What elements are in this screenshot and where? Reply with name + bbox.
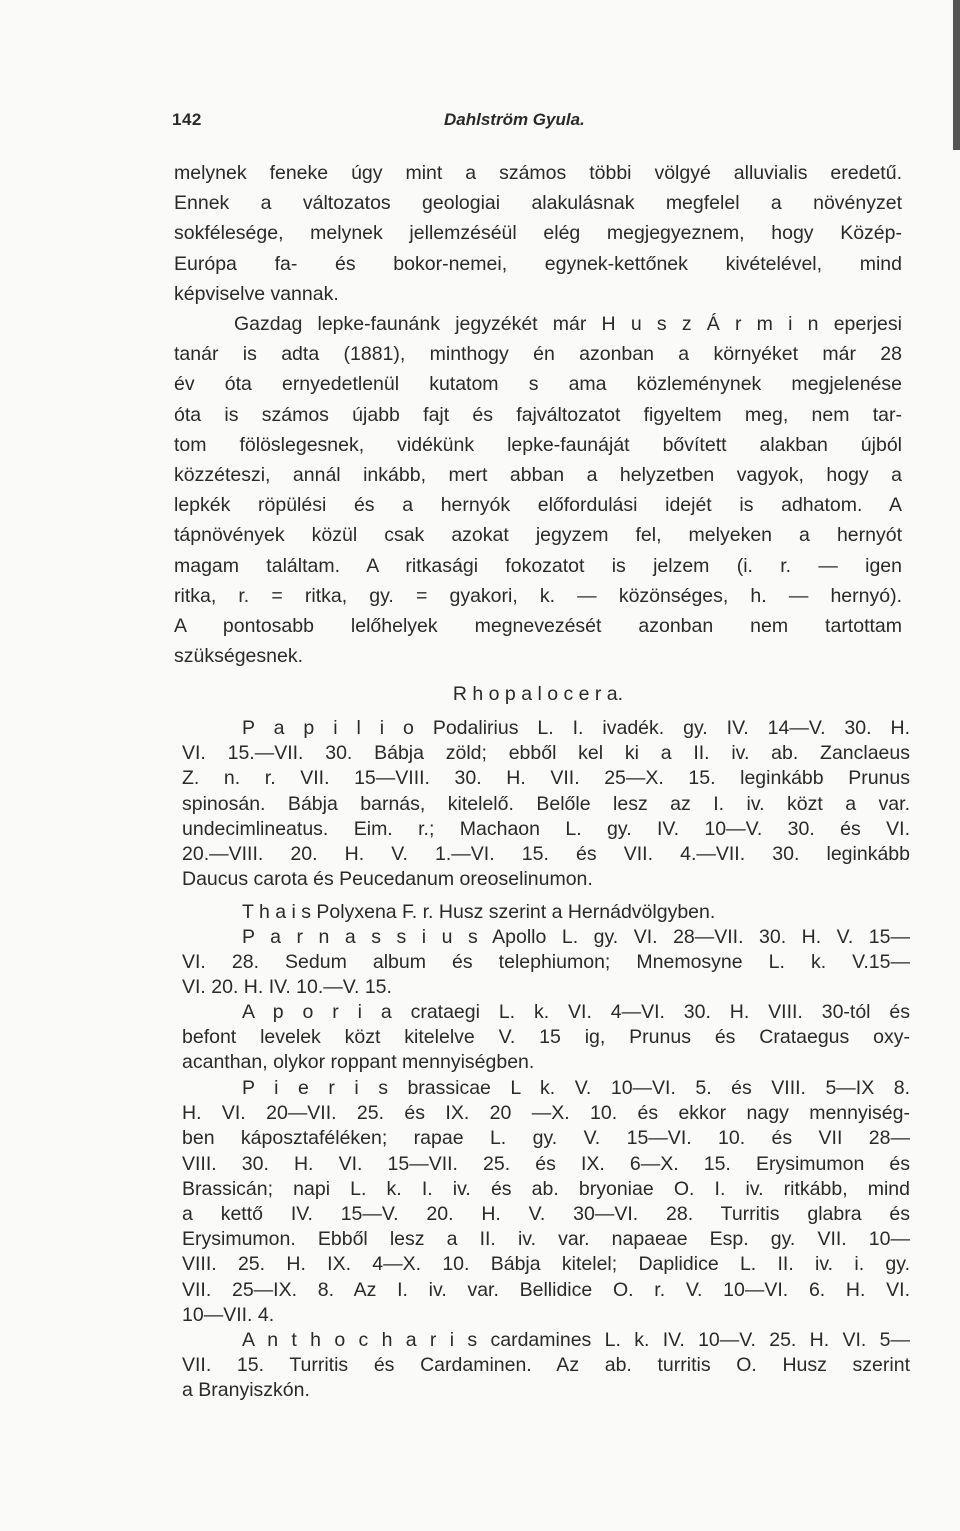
text-line: lepkék röpülési és a hernyók előfordulási idejét is adhatom. A xyxy=(174,494,902,517)
species-entry-aporia xyxy=(182,1000,910,1076)
text-line: VIII. 30. H. VI. 15—VII. 25. és IX. 6—X. 15. Erysimumon és xyxy=(182,1152,910,1175)
text-line: A pontosabb lelőhelyek megnevezését azonban nem tartottam xyxy=(174,614,902,637)
species-entry-papilio xyxy=(182,716,910,892)
text-line: Ennek a változatos geologiai alakulásnak megfelel a növényzet xyxy=(174,192,902,215)
text-line: T h a i s Polyxena F. r. Husz szerint a Hernádvölgyben. xyxy=(242,901,716,923)
text-line: sokfélesége, melynek jellemzéséül elég megjegyeznem, hogy Közép- xyxy=(174,222,902,245)
text-line: a Branyiszkón. xyxy=(182,1379,310,1402)
species-entry-pieris xyxy=(182,1076,910,1328)
section-title: R h o p a l o c e r a. xyxy=(452,683,624,705)
text-line: spinosán. Bábja barnás, kitelelő. Belőle lesz az I. iv. közt a var. xyxy=(182,792,910,815)
text-line: VII. 15. Turritis és Cardaminen. Az ab. turritis O. Husz szerint xyxy=(182,1354,910,1377)
page-number: 142 xyxy=(172,110,202,129)
text-line: képviselve vannak. xyxy=(174,282,339,305)
text-line: Z. n. r. VII. 15—VIII. 30. H. VII. 25—X. 15. leginkább Prunus xyxy=(182,767,910,790)
species-entry-thais xyxy=(182,900,910,925)
text-line: szükségesnek. xyxy=(174,645,303,668)
text-line: Gazdag lepke-faunánk jegyzékét már H u s z Á r m i n eperjesi xyxy=(234,313,902,335)
text-line: Daucus carota és Peucedanum oreoselinumon. xyxy=(182,868,593,891)
text-line: közzéteszi, annál inkább, mert abban a helyzetben vagyok, hogy a xyxy=(174,463,902,486)
text-line: undecimlineatus. Eim. r.; Machaon L. gy. IV. 10—V. 30. és VI. xyxy=(182,817,910,840)
text-line: 20.—VIII. 20. H. V. 1.—VI. 15. és VII. 4.—VII. 30. leginkább xyxy=(182,842,910,865)
text-line: Európa fa- és bokor-nemei, egynek-kettőnek kivételével, mind xyxy=(174,252,902,275)
text-line: VI. 20. H. IV. 10.—V. 15. xyxy=(182,976,392,999)
text-line: tápnövények közül csak azokat jegyzem fel, melyeken a hernyót xyxy=(174,524,902,547)
text-line: ben káposztaféléken; rapae L. gy. V. 15—VI. 10. és VII 28— xyxy=(182,1127,910,1150)
species-entry-anthocharis xyxy=(182,1328,910,1404)
fauna-paragraph xyxy=(174,309,902,671)
text-line: H. VI. 20—VII. 25. és IX. 20 —X. 10. és ekkor nagy mennyiség- xyxy=(182,1102,910,1125)
text-line: év óta ernyedetlenül kutatom s ama közleménynek megjelenése xyxy=(174,373,902,396)
species-entry-parnassius xyxy=(182,925,910,1001)
page-edge-shadow xyxy=(953,0,960,150)
text-line: Erysimumon. Ebből lesz a II. iv. var. napaeae Esp. gy. VII. 10— xyxy=(182,1228,910,1251)
text-line: ritka, r. = ritka, gy. = gyakori, k. — közönséges, h. — hernyó). xyxy=(174,584,902,607)
text-line: P a p i l i o Podalirius L. I. ivadék. gy. IV. 14—V. 30. H. xyxy=(242,717,910,739)
text-line: A p o r i a crataegi L. k. VI. 4—VI. 30. H. VIII. 30-tól és xyxy=(242,1001,910,1023)
text-line: melynek feneke úgy mint a számos többi völgyé alluvialis eredetű. xyxy=(174,162,902,184)
text-line: óta is számos újabb fajt és fajváltozatot figyeltem meg, nem tar- xyxy=(174,403,902,426)
page-header xyxy=(172,110,730,134)
text-line: tanár is adta (1881), minthogy én azonban a környéket már 28 xyxy=(174,343,902,366)
text-line: P i e r i s brassicae L k. V. 10—VI. 5. és VIII. 5—IX 8. xyxy=(242,1077,910,1099)
text-line: a kettő IV. 15—V. 20. H. V. 30—VI. 28. Turritis glabra és xyxy=(182,1202,910,1225)
text-line: VII. 25—IX. 8. Az I. iv. var. Bellidice O. r. V. 10—VI. 6. H. VI. xyxy=(182,1278,910,1301)
text-line: acanthan, olykor roppant mennyiségben. xyxy=(182,1051,535,1074)
text-line: magam találtam. A ritkasági fokozatot is jelzem (i. r. — igen xyxy=(174,554,902,577)
text-line: befont levelek közt kitelelve V. 15 ig, Prunus és Crataegus oxy- xyxy=(182,1026,910,1049)
text-line: VI. 15.—VII. 30. Bábja zöld; ebből kel ki a II. iv. ab. Zanclaeus xyxy=(182,742,910,765)
intro-paragraph xyxy=(174,158,902,309)
text-line: VIII. 25. H. IX. 4—X. 10. Bábja kitelel; Daplidice L. II. iv. i. gy. xyxy=(182,1253,910,1276)
text-line: A n t h o c h a r i s cardamines L. k. IV. 10—V. 25. H. VI. 5— xyxy=(242,1329,910,1351)
running-title: Dahlström Gyula. xyxy=(444,110,585,129)
section-heading xyxy=(174,679,902,709)
text-line: P a r n a s s i u s Apollo L. gy. VI. 28—VII. 30. H. V. 15— xyxy=(242,926,910,948)
text-line: tom fölöslegesnek, vidékünk lepke-faunáját bővített alakban újból xyxy=(174,433,902,456)
text-line: Brassicán; napi L. k. I. iv. és ab. bryoniae O. I. iv. ritkább, mind xyxy=(182,1177,910,1200)
text-line: VI. 28. Sedum album és telephiumon; Mnemosyne L. k. V.15— xyxy=(182,951,910,974)
text-line: 10—VII. 4. xyxy=(182,1303,275,1326)
